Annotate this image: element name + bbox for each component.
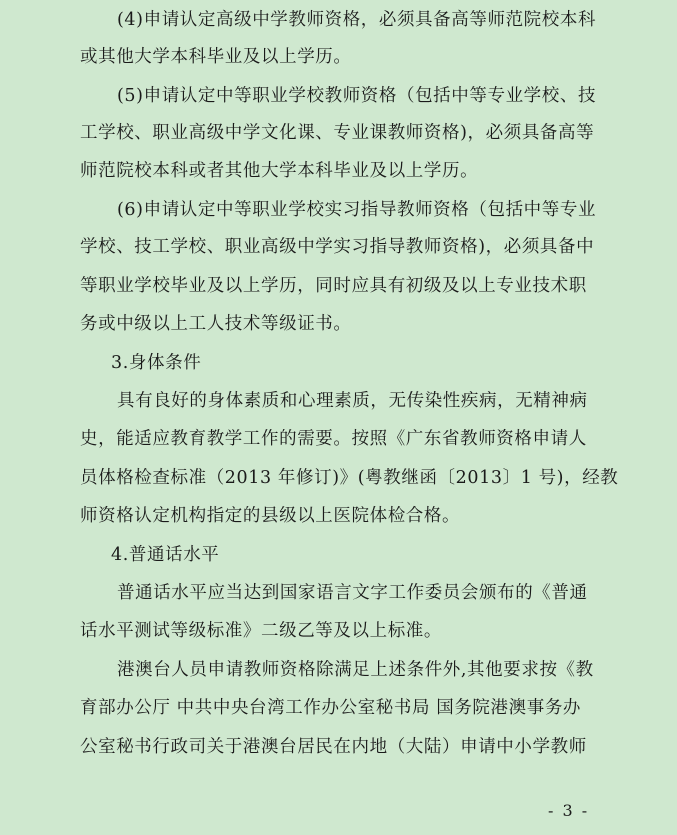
text-line: 史，能适应教育教学工作的需要。按照《广东省教师资格申请人 xyxy=(80,429,587,449)
text-line: 公室秘书行政司关于港澳台居民在内地（大陆）申请中小学教师 xyxy=(80,737,587,757)
text-line: 员体格检查标准（2013 年修订)》(粤教继函〔2013〕1 号)，经教 xyxy=(80,468,619,488)
text-line: 育部办公厅 中共中央台湾工作办公室秘书局 国务院港澳事务办 xyxy=(80,698,582,718)
text-line: (4)申请认定高级中学教师资格，必须具备高等师范院校本科 xyxy=(117,10,597,30)
text-line: 普通话水平应当达到国家语言文字工作委员会颁布的《普通 xyxy=(117,583,588,603)
text-line: 工学校、职业高级中学文化课、专业课教师资格)，必须具备高等 xyxy=(80,123,595,143)
text-line: 学校、技工学校、职业高级中学实习指导教师资格)，必须具备中 xyxy=(80,237,595,257)
text-line: 话水平测试等级标准》二级乙等及以上标准。 xyxy=(80,621,442,641)
text-line: (5)申请认定中等职业学校教师资格（包括中等专业学校、技 xyxy=(117,86,597,106)
text-line: 等职业学校毕业及以上学历，同时应具有初级及以上专业技术职 xyxy=(80,276,587,296)
text-line: 港澳台人员申请教师资格除满足上述条件外,其他要求按《教 xyxy=(117,660,594,680)
text-line: 务或中级以上工人技术等级证书。 xyxy=(80,314,352,334)
text-line: (6)申请认定中等职业学校实习指导教师资格（包括中等专业 xyxy=(117,200,597,220)
section-heading: 3.身体条件 xyxy=(111,353,202,373)
section-heading: 4.普通话水平 xyxy=(111,545,220,565)
text-line: 师资格认定机构指定的县级以上医院体检合格。 xyxy=(80,506,461,526)
page-number: - 3 - xyxy=(548,801,590,820)
text-line: 具有良好的身体素质和心理素质，无传染性疾病，无精神病 xyxy=(117,391,588,411)
text-line: 师范院校本科或者其他大学本科毕业及以上学历。 xyxy=(80,161,479,181)
text-line: 或其他大学本科毕业及以上学历。 xyxy=(80,47,352,67)
